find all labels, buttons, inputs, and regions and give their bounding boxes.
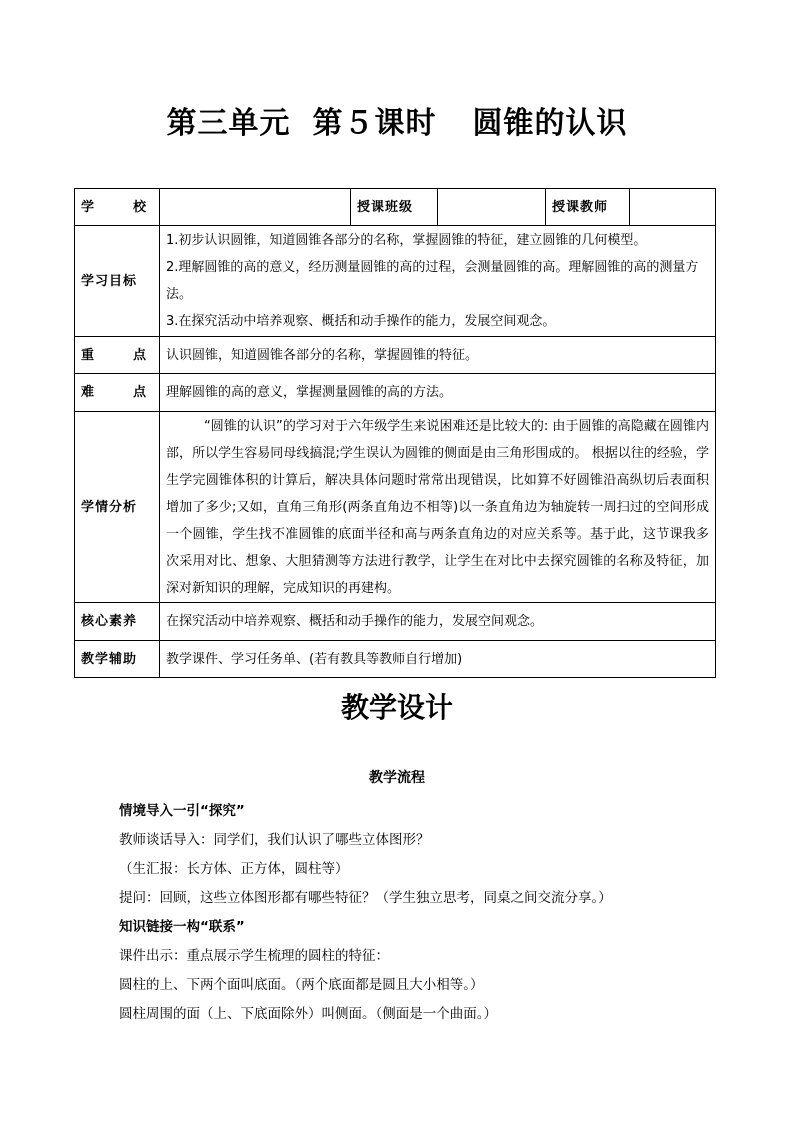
goal-item: 1.初步认识圆锥，知道圆锥各部分的名称，掌握圆锥的特征，建立圆锥的几何模型。 bbox=[166, 233, 647, 248]
difficult-label: 难 点 bbox=[81, 385, 147, 400]
core-label: 核心素养 bbox=[75, 603, 160, 641]
section-title: 知识链接一构“联系” bbox=[119, 919, 245, 935]
table-row bbox=[75, 374, 716, 412]
goals-cell bbox=[160, 226, 716, 337]
analysis-text: “圆锥的认识”的学习对于六年级学生来说困难还是比较大的: 由于圆锥的高隐藏在圆锥内部，所以学生容易同母线搞混;学生误认为圆锥的侧面是由三角形围成的。 根据以往的经验，学生学完圆锥体积的计算后，解决具体问题时常常出现错误，比如算不好圆锥沿高纵切后表面积增加了多少;又如，直角三角形(两条直角边不相等)以一条直角边为轴旋转一周扫过的空间形成一个圆锥，学生找不准圆锥的底面半径和高与两条直角边的对应关系等。基于此，这节课我多次采用对比、想象、大胆猜测等方法进行教学，让学生在对比中去探究圆锥的名称及特征，加深对新知识的理解，完成知识的再建构。 bbox=[166, 418, 709, 596]
table-row bbox=[75, 412, 716, 603]
key-label-cell bbox=[75, 337, 160, 374]
difficult-label-cell bbox=[75, 374, 160, 412]
table-row bbox=[75, 603, 716, 641]
teacher-value bbox=[630, 189, 716, 226]
class-label: 授课班级 bbox=[351, 189, 438, 226]
flow-line: 教师谈话导入：同学们，我们认识了哪些立体图形？ bbox=[119, 832, 430, 848]
school-label-cell bbox=[75, 189, 160, 226]
flow-line: 圆柱的上、下两个面叫底面。（两个底面都是圆且大小相等。） bbox=[119, 977, 484, 993]
analysis-label: 学情分析 bbox=[75, 412, 160, 603]
teacher-label: 授课教师 bbox=[546, 189, 630, 226]
school-label: 学 校 bbox=[81, 199, 147, 215]
title-topic: 圆锥的认识 bbox=[472, 106, 628, 141]
table-row bbox=[75, 189, 716, 226]
key-value: 认识圆锥，知道圆锥各部分的名称，掌握圆锥的特征。 bbox=[160, 337, 716, 374]
goals-label: 学习目标 bbox=[75, 226, 160, 337]
analysis-cell bbox=[160, 412, 716, 603]
difficult-value: 理解圆锥的高的意义，掌握测量圆锥的高的方法。 bbox=[160, 374, 716, 412]
goal-item: 2.理解圆锥的高的意义，经历测量圆锥的高的过程，会测量圆锥的高。理解圆锥的高的测量方法。 bbox=[166, 260, 699, 302]
flow-line: （生汇报：长方体、正方体，圆柱等） bbox=[119, 861, 349, 877]
design-heading: 教学设计 bbox=[340, 691, 453, 724]
flow-line: 圆柱周围的面（上、下底面除外）叫侧面。（侧面是一个曲面。） bbox=[119, 1006, 497, 1022]
table-row bbox=[75, 337, 716, 374]
goal-item: 3.在探究活动中培养观察、概括和动手操作的能力，发展空间观念。 bbox=[166, 314, 556, 329]
title-lesson: 第５课时 bbox=[312, 106, 437, 141]
flow-line: 提问：回顾，这些立体图形都有哪些特征？（学生独立思考，同桌之间交流分享。） bbox=[119, 890, 612, 906]
key-label: 重 点 bbox=[81, 347, 147, 363]
table-row bbox=[75, 641, 716, 678]
title-unit: 第三单元 bbox=[166, 106, 291, 141]
page-title bbox=[0, 98, 794, 142]
aids-value: 教学课件、学习任务单、(若有教具等教师自行增加) bbox=[160, 641, 716, 678]
flow-heading: 教学流程 bbox=[369, 770, 425, 786]
class-value bbox=[438, 189, 546, 226]
table-row bbox=[75, 226, 716, 337]
teaching-flow bbox=[119, 797, 719, 1029]
core-value: 在探究活动中培养观察、概括和动手操作的能力，发展空间观念。 bbox=[160, 603, 716, 641]
lesson-info-table bbox=[74, 188, 716, 678]
section-title: 情境导入一引“探究” bbox=[119, 803, 245, 819]
school-value bbox=[160, 189, 351, 226]
aids-label: 教学辅助 bbox=[75, 641, 160, 678]
flow-line: 课件出示：重点展示学生梳理的圆柱的特征： bbox=[119, 948, 389, 964]
